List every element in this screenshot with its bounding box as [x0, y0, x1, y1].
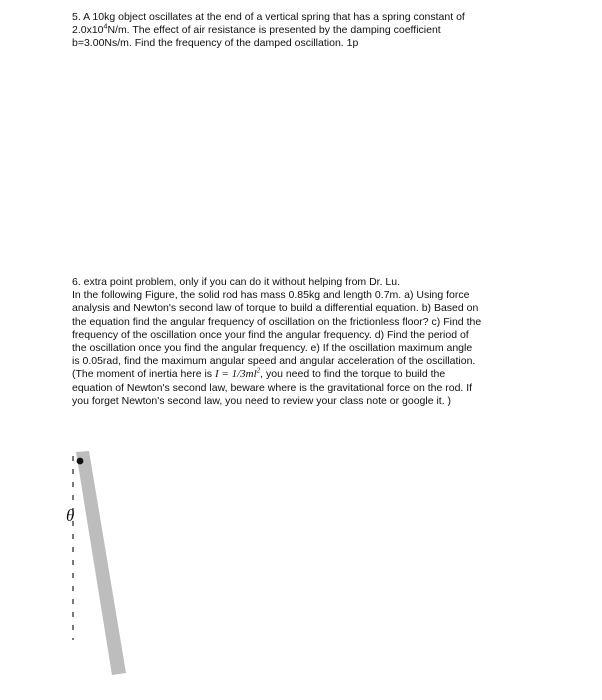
moment-of-inertia-formula	[215, 368, 260, 380]
problem-6-line-4: the equation find the angular frequency of oscillation on the frictionless floor? c) Find the	[72, 315, 482, 328]
problem-5-line-2	[72, 24, 542, 37]
problem-6-line-1: 6. extra point problem, only if you can do it without helping from Dr. Lu.	[72, 276, 401, 288]
problem-6-line-8-end: , you need to find the torque to build the	[260, 368, 446, 381]
solid-rod	[76, 451, 126, 675]
problem-6-line-6: the oscillation once you find the angular frequency. e) If the oscillation maximum angle	[72, 342, 473, 355]
problem-6-line-8	[72, 368, 542, 381]
problem-6-line-5: frequency of the oscillation once your find the angular frequency. d) Find the period of	[72, 328, 469, 341]
pivot-point	[77, 458, 84, 465]
inertia-formula-exponent: 2	[256, 366, 261, 375]
problem-5	[72, 11, 542, 51]
problem-6-line-2: In the following Figure, the solid rod has mass 0.85kg and length 0.7m. a) Using force	[72, 289, 470, 302]
inertia-formula-base: I = 1/3ml	[214, 368, 257, 381]
problem-5-line-1: 5. A 10kg object oscillates at the end of a vertical spring that has a spring constant of	[72, 11, 465, 23]
problem-5-spring-constant-base: 2.0x10	[72, 24, 104, 37]
problem-5-line-3: b=3.00Ns/m. Find the frequency of the damped oscillation. 1p	[72, 37, 359, 50]
theta-angle-label: θ	[66, 506, 75, 525]
problem-5-spring-constant-exponent: 4	[103, 23, 108, 31]
problem-6-line-3: analysis and Newton's second law of torque to build a differential equation. b) Based on	[72, 302, 479, 315]
problem-6-line-8-start: (The moment of inertia here is	[72, 368, 215, 381]
problem-5-line-2-rest: N/m. The effect of air resistance is presented by the damping coefficient	[107, 24, 441, 37]
problem-6-line-7: is 0.05rad, find the maximum angular speed and angular acceleration of the oscillation.	[72, 355, 476, 368]
problem-6-line-10: you forget Newton's second law, you need to review your class note or google it. )	[72, 394, 452, 407]
problem-6-line-9: equation of Newton's second law, beware where is the gravitational force on the rod. If	[72, 381, 473, 394]
problem-6	[72, 276, 542, 408]
